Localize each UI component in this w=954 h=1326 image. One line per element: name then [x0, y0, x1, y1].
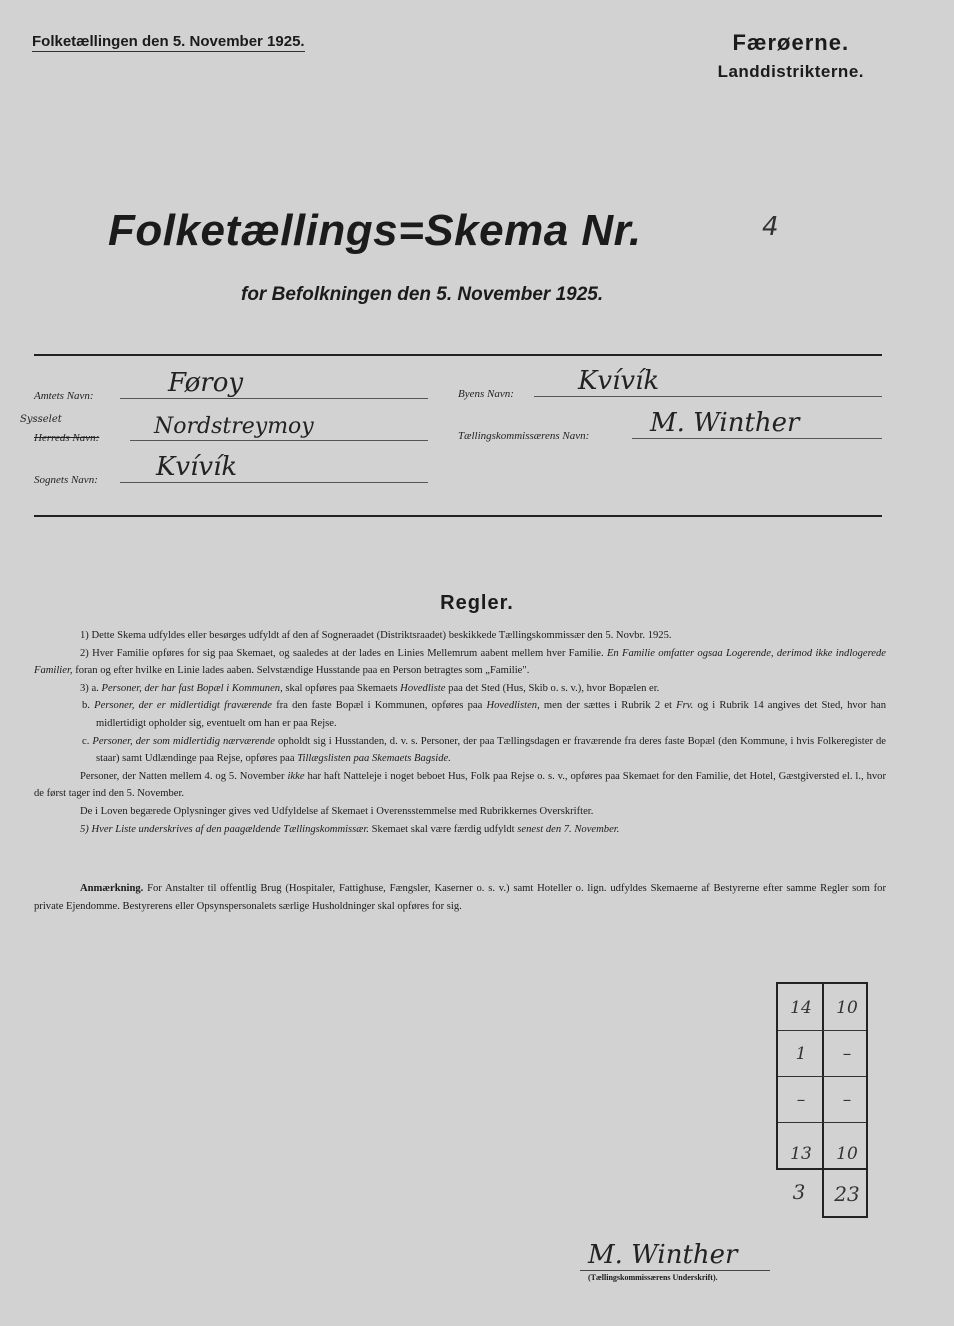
tally-total-left: 3: [792, 1180, 806, 1204]
sogn-value-handwritten: Kvívík: [156, 452, 238, 482]
signature-handwritten: M. Winther: [588, 1240, 738, 1270]
note-label: Anmærkning.: [80, 883, 144, 894]
signature-caption: (Tællingskommissærens Underskrift).: [588, 1273, 718, 1282]
by-label: Byens Navn:: [458, 388, 514, 400]
tally-cell: –: [796, 1090, 806, 1110]
rule-3c: c. Personer, der som midlertidig nærværende opholdt sig i Husstanden, d. v. s. Personer, der paa Tællingsdagen er fraværende fra deres faste Bopæl (den Kommune, i hvis Folkeregister de staar) samt Udlændinge paa Rejse, opføres paa Tillægslisten paa Skemaets Bagside.: [82, 735, 886, 765]
note-text: For Anstalter til offentlig Brug (Hospitaler, Fattighuse, Fængsler, Kaserner o. s. v.) samt Hoteller o. lign. udfyldes Skemaerne af Bestyrerne efter samme Regler som for private Ejendomme. Bestyrerens eller Opsynspersonalets særlige Husholdninger skal opføres for sig.: [34, 883, 886, 912]
signature-line: [580, 1270, 770, 1271]
herred-line: [130, 440, 428, 441]
kommissaer-value-handwritten: M. Winther: [650, 408, 800, 438]
bottom-divider: [34, 515, 882, 517]
form-number-handwritten: 4: [762, 212, 779, 242]
tally-cell: –: [842, 1090, 852, 1110]
amt-line: [120, 398, 428, 399]
tally-total-box: [822, 1170, 868, 1218]
tally-cell: 14: [790, 998, 812, 1018]
herred-label: Herreds Navn:: [34, 432, 100, 444]
rule-3a: 3) a. Personer, der har fast Bopæl i Kommunen, skal opføres paa Skemaets Hovedliste paa det Sted (Hus, Skib o. s. v.), hvor Bopælen er.: [80, 682, 660, 694]
tally-cell: 13: [790, 1144, 812, 1164]
kommissaer-line: [632, 438, 882, 439]
rules-heading: Regler.: [440, 592, 514, 614]
tally-grid: [776, 982, 868, 1170]
rules-text: [34, 627, 886, 838]
amt-value-handwritten: Føroy: [168, 368, 244, 398]
rule-1: 1) Dette Skema udfyldes eller besørges udfyldt af den af Sogneraadet (Distriktsraadet) beskikkede Tællingskommissær den 5. Novbr. 1925.: [80, 630, 672, 641]
rule-5: 5) Hver Liste underskrives af den paagældende Tællingskommissær. Skemaet skal være færdig udfyldt senest den 7. November.: [80, 823, 620, 835]
top-divider: [34, 354, 882, 356]
herred-value-handwritten: Nordstreymoy: [154, 414, 314, 439]
form-title: Folketællings=Skema Nr.: [108, 206, 642, 255]
tally-cell: –: [842, 1044, 852, 1064]
herred-correction-handwritten: Sysselet: [20, 414, 62, 425]
tally-cell: 10: [836, 998, 858, 1018]
form-subtitle: for Befolkningen den 5. November 1925.: [241, 284, 604, 305]
amt-label: Amtets Navn:: [34, 390, 94, 402]
sogn-label: Sognets Navn:: [34, 474, 98, 486]
kommissaer-label: Tællingskommissærens Navn:: [458, 430, 590, 442]
tally-cell: 1: [795, 1044, 807, 1064]
district-name: Landdistrikterne.: [717, 62, 864, 81]
note-paragraph: [34, 880, 886, 916]
tally-total-right: 23: [834, 1182, 860, 1206]
tally-cell: 10: [836, 1144, 858, 1164]
region-header: [718, 30, 864, 82]
by-value-handwritten: Kvívík: [578, 366, 660, 396]
rule-3b: b. Personer, der er midlertidigt fraværende fra den faste Bopæl i Kommunen, opføres paa Hovedlisten, men der sættes i Rubrik 2 et Frv. og i Rubrik 14 angives det Sted, hvor han midlertidigt opholder sig, eventuelt om han er paa Rejse.: [82, 700, 887, 729]
country-name: Færøerne.: [732, 30, 850, 55]
rule-2: 2) Hver Familie opføres for sig paa Skemaet, og saaledes at der lades en Linies Mellemrum aabent mellem hver Familie. En Familie omfatter ogsaa Logerende, derimod ikke indlogerede Familier, foran og efter hvilke en Linie lades aaben. Selvstændige Husstande paa en Person betragtes som „Familie".: [34, 647, 886, 677]
by-line: [534, 396, 882, 397]
rule-4: Personer, der Natten mellem 4. og 5. November ikke har haft Natteleje i noget beboet Hus, Folk paa Rejse o. s. v., opføres paa Skemaet for den Familie, det Hotel, Gæstgiversted el. l., hvor de først tager ind den 5. November.: [34, 770, 886, 800]
sogn-line: [120, 482, 428, 483]
census-date-header: Folketællingen den 5. November 1925.: [32, 33, 305, 50]
rule-4b: De i Loven begærede Oplysninger gives ved Udfyldelse af Skemaet i Overensstemmelse med Rubrikkernes Overskrifter.: [80, 805, 594, 817]
